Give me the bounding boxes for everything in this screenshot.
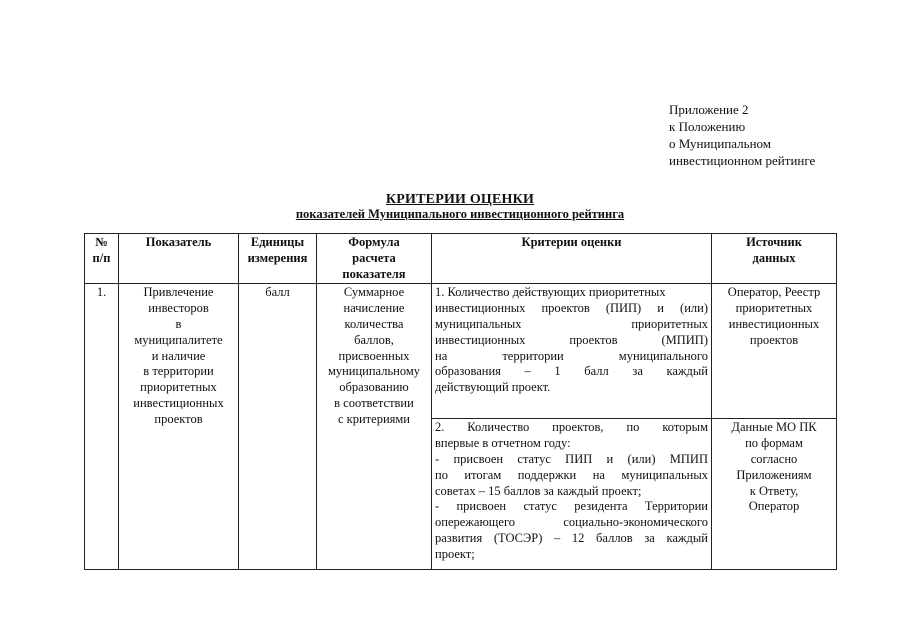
cell-formula: Суммарное начисление количества баллов, присвоенных муниципальному образованию в соответствии с критериями	[317, 284, 432, 570]
document-title	[180, 193, 740, 221]
criteria-table	[84, 233, 837, 570]
header-formula: Формула расчета показателя	[317, 234, 432, 284]
cell-source-1: Оператор, Реестр приоритетных инвестиционных проектов	[712, 284, 837, 419]
appendix-line: к Положению	[669, 119, 746, 134]
appendix-line: о Муниципальном	[669, 136, 772, 151]
cell-criteria-2: 2. Количество проектов, по которым впервые в отчетном году: - присвоен статус ПИП и (или) МПИП по итогам поддержки на муниципальных советах – 15 баллов за каждый проект; - присвоен статус резидента Территории опережающего социально-экономического развития (ТОСЭР) – 12 баллов за каждый проект;	[432, 419, 712, 570]
title-sub: показателей Муниципального инвестиционного рейтинга	[295, 207, 625, 221]
header-source: Источник данных	[712, 234, 837, 284]
cell-source-2: Данные МО ПК по формам согласно Приложениям к Ответу, Оператор	[712, 419, 837, 570]
header-criteria: Критерии оценки	[432, 234, 712, 284]
appendix-reference	[669, 101, 889, 169]
appendix-line: Приложение 2	[669, 102, 749, 117]
cell-indicator: Привлечение инвесторов в муниципалитете и наличие в территории приоритетных инвестиционных проектов	[119, 284, 239, 570]
title-main: КРИТЕРИИ ОЦЕНКИ	[385, 192, 535, 207]
cell-criteria-1: 1. Количество действующих приоритетных инвестиционных проектов (ПИП) и (или) муниципальных приоритетных инвестиционных проектов (МПИП) на территории муниципального образования – 1 балл за каждый действующий проект.	[432, 284, 712, 419]
header-units: Единицы измерения	[239, 234, 317, 284]
appendix-line: инвестиционном рейтинге	[669, 153, 816, 168]
table-header-row	[85, 234, 837, 284]
cell-num: 1.	[85, 284, 119, 570]
header-indicator: Показатель	[119, 234, 239, 284]
table-row	[85, 284, 837, 419]
header-num: № п/п	[85, 234, 119, 284]
cell-units: балл	[239, 284, 317, 570]
